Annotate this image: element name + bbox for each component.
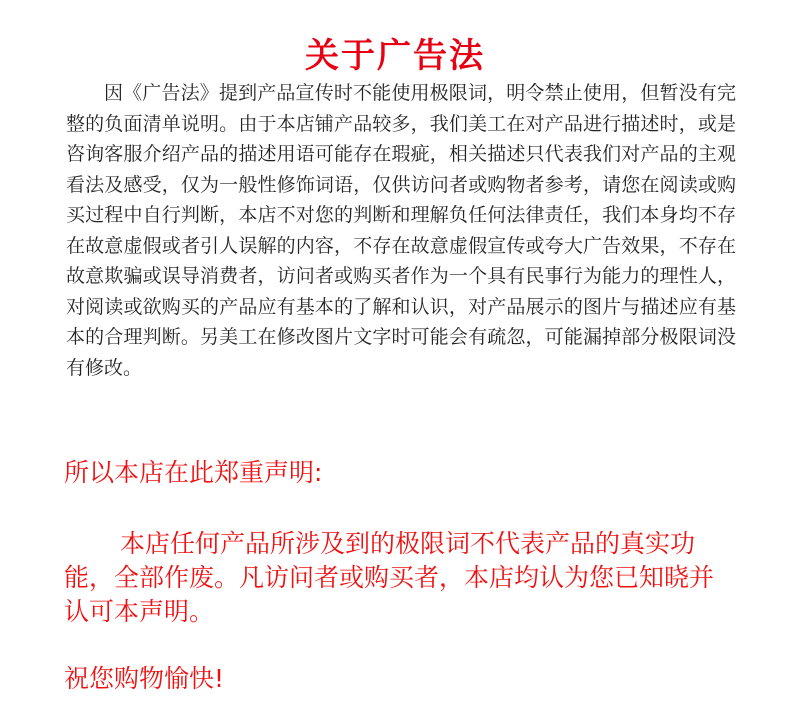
statement-heading: 所以本店在此郑重声明:: [64, 458, 323, 487]
closing-line: 祝您购物愉快!: [64, 664, 225, 693]
disclaimer-paragraph: 因《广告法》提到产品宣传时不能使用极限词，明令禁止使用，但暂没有完整的负面清单说明。由于本店铺产品较多，我们美工在对产品进行描述时，或是咨询客服介绍产品的描述用语可能存在瑕疵，相关描述只代表我们对产品的主观看法及感受，仅为一般性修饰词语，仅供访问者或购物者参考，请您在阅读或购买过程中自行判断，本店不对您的判断和理解负任何法律责任，我们本身均不存在故意虚假或者引人误解的内容，不存在故意虚假宣传或夸大广告效果，不存在故意欺骗或误导消费者，访问者或购买者作为一个具有民事行为能力的理性人，对阅读或欲购买的产品应有基本的了解和认识，对产品展示的图片与描述应有基本的合理判断。另美工在修改图片文字时可能会有疏忽，可能漏掉部分极限词没有修改。: [66, 82, 736, 379]
statement-paragraph: 本店任何产品所涉及到的极限词不代表产品的真实功能，全部作废。凡访问者或购买者，本店均认为您已知晓并认可本声明。: [64, 529, 715, 626]
document-title: 关于广告法: [305, 35, 485, 76]
